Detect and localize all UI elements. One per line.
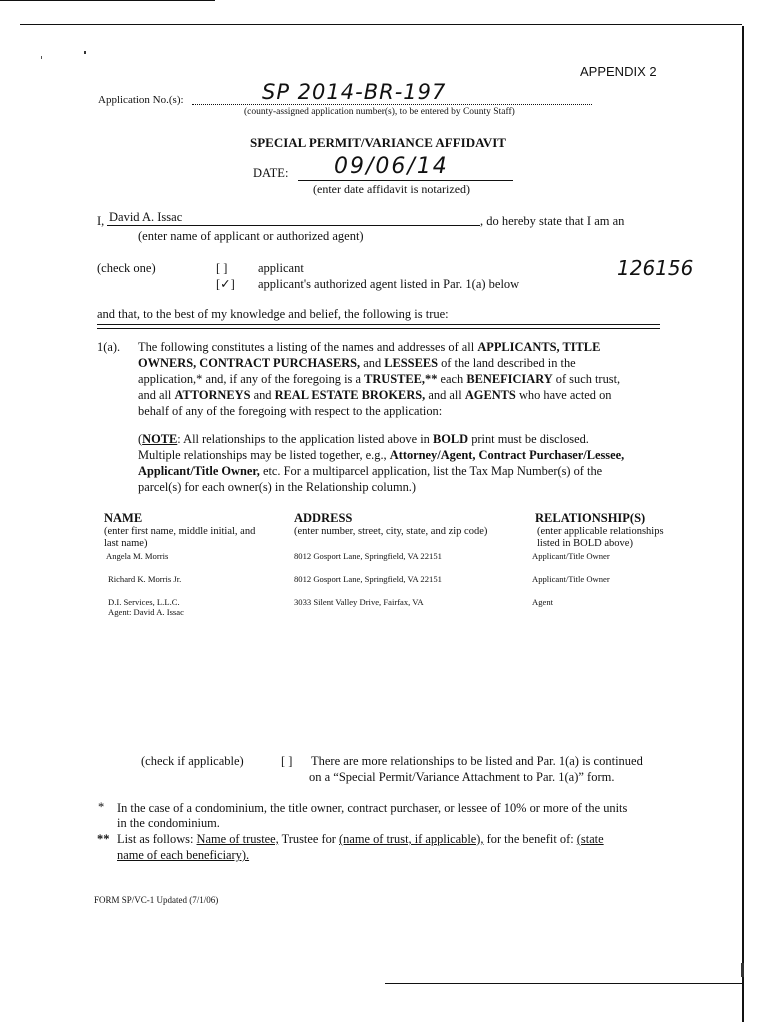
note-line-3: Applicant/Title Owner, etc. For a multiparcel application, list the Tax Map Number(s) of the <box>138 464 603 478</box>
note-line-1: (NOTE: All relationships to the application listed above in BOLD print must be disclosed. <box>138 432 589 446</box>
footnote-2-line-2: name of each beneficiary). <box>117 848 250 862</box>
agent-checkbox[interactable]: [✓] <box>216 277 235 291</box>
applicant-name: David A. Issac <box>109 210 183 224</box>
agent-option: applicant's authorized agent listed in Par. 1(a) below <box>258 277 520 291</box>
check-if-applicable-label: (check if applicable) <box>141 754 244 768</box>
top-rule-left <box>0 0 215 1</box>
table-row <box>106 551 706 563</box>
date-value: 09/06/14 <box>334 154 449 179</box>
name-column-header: NAME <box>104 511 143 525</box>
scan-speck <box>41 56 42 59</box>
row-address: 8012 Gosport Lane, Springfield, VA 22151 <box>294 574 442 584</box>
row-address: 8012 Gosport Lane, Springfield, VA 22151 <box>294 551 442 561</box>
application-number-note: (county-assigned application number(s), to be entered by County Staff) <box>244 107 515 117</box>
applicant-name-underline <box>107 225 480 226</box>
note-label: NOTE <box>142 432 178 446</box>
section-rule-1 <box>97 324 660 325</box>
scan-speck <box>741 963 744 977</box>
date-underline <box>298 180 513 181</box>
section-line-3: application,* and, if any of the foregoing is a TRUSTEE,** each BENEFICIARY of such trust, <box>138 372 621 386</box>
footnote-1-line-1: In the case of a condominium, the title owner, contract purchaser, or lessee of 10% or more of the units <box>117 801 628 815</box>
application-number-underline <box>192 104 592 105</box>
row-name: Angela M. Morris <box>106 551 169 561</box>
statement-suffix: , do hereby state that I am an <box>480 214 625 228</box>
applicant-checkbox[interactable]: [ ] <box>216 261 228 275</box>
relationship-column-note-1: (enter applicable relationships <box>537 526 664 537</box>
footnote-2-mark: ** <box>97 832 110 846</box>
check-one-label: (check one) <box>97 261 156 275</box>
section-paragraph <box>138 339 683 419</box>
name-column-note-2: last name) <box>104 538 148 549</box>
section-line-5: behalf of any of the foregoing with respect to the application: <box>138 404 443 418</box>
truth-statement: and that, to the best of my knowledge and belief, the following is true: <box>97 307 449 321</box>
application-number-label: Application No.(s): <box>98 94 184 106</box>
row-relationship: Agent <box>532 597 554 607</box>
address-column-header: ADDRESS <box>294 511 353 525</box>
bottom-rule <box>385 983 742 984</box>
scan-speck <box>84 51 86 54</box>
footnote-1-line-2: in the condominium. <box>117 816 220 830</box>
right-border <box>742 26 744 1022</box>
note-line-4: parcel(s) for each owner(s) in the Relationship column.) <box>138 480 417 494</box>
table-row <box>106 597 706 621</box>
applicant-name-note: (enter name of applicant or authorized agent) <box>138 229 364 243</box>
statement-prefix: I, <box>97 214 105 228</box>
section-line-2: OWNERS, CONTRACT PURCHASERS, and LESSEES of the land described in the <box>138 356 576 370</box>
application-number-value: SP 2014-BR-197 <box>262 80 447 104</box>
row-name: D.I. Services, L.L.C. <box>108 597 180 607</box>
row-relationship: Applicant/Title Owner <box>532 574 610 584</box>
section-line-4: and all ATTORNEYS and REAL ESTATE BROKERS, and all AGENTS who have acted on <box>138 388 612 402</box>
section-number: 1(a). <box>97 340 121 354</box>
form-identifier: FORM SP/VC-1 Updated (7/1/06) <box>94 895 219 905</box>
note-line-2: Multiple relationships may be listed together, e.g., Attorney/Agent, Contract Purchaser/Lessee, <box>138 448 625 462</box>
name-column-note-1: (enter first name, middle initial, and <box>104 526 256 537</box>
relationship-column-header: RELATIONSHIP(S) <box>535 511 646 525</box>
top-rule <box>20 24 742 25</box>
date-label: DATE: <box>253 166 289 180</box>
section-line-1: The following constitutes a listing of the names and addresses of all APPLICANTS, TITLE <box>138 340 601 354</box>
footnote-1-mark: * <box>98 800 105 814</box>
footnote-2-line-1: List as follows: Name of trustee, Trustee for (name of trust, if applicable), for the benefit of: (state <box>117 832 604 846</box>
continuation-line-1: There are more relationships to be listed and Par. 1(a) is continued <box>311 754 643 768</box>
continuation-checkbox[interactable]: [ ] <box>281 754 293 768</box>
row-name: Richard K. Morris Jr. <box>108 574 182 584</box>
document-title: SPECIAL PERMIT/VARIANCE AFFIDAVIT <box>250 135 506 150</box>
continuation-line-2: on a “Special Permit/Variance Attachment to Par. 1(a)” form. <box>309 770 615 784</box>
handwritten-number: 126156 <box>617 256 694 280</box>
note-paragraph <box>138 431 683 495</box>
address-column-note: (enter number, street, city, state, and zip code) <box>294 526 488 537</box>
section-rule-2 <box>97 328 660 329</box>
row-name-agent: Agent: David A. Issac <box>108 607 184 617</box>
table-row <box>106 574 706 586</box>
applicant-option: applicant <box>258 261 304 275</box>
appendix-label: APPENDIX 2 <box>580 64 657 79</box>
row-address: 3033 Silent Valley Drive, Fairfax, VA <box>294 597 424 607</box>
row-relationship: Applicant/Title Owner <box>532 551 610 561</box>
relationship-column-note-2: listed in BOLD above) <box>537 538 633 549</box>
date-note: (enter date affidavit is notarized) <box>313 182 471 196</box>
